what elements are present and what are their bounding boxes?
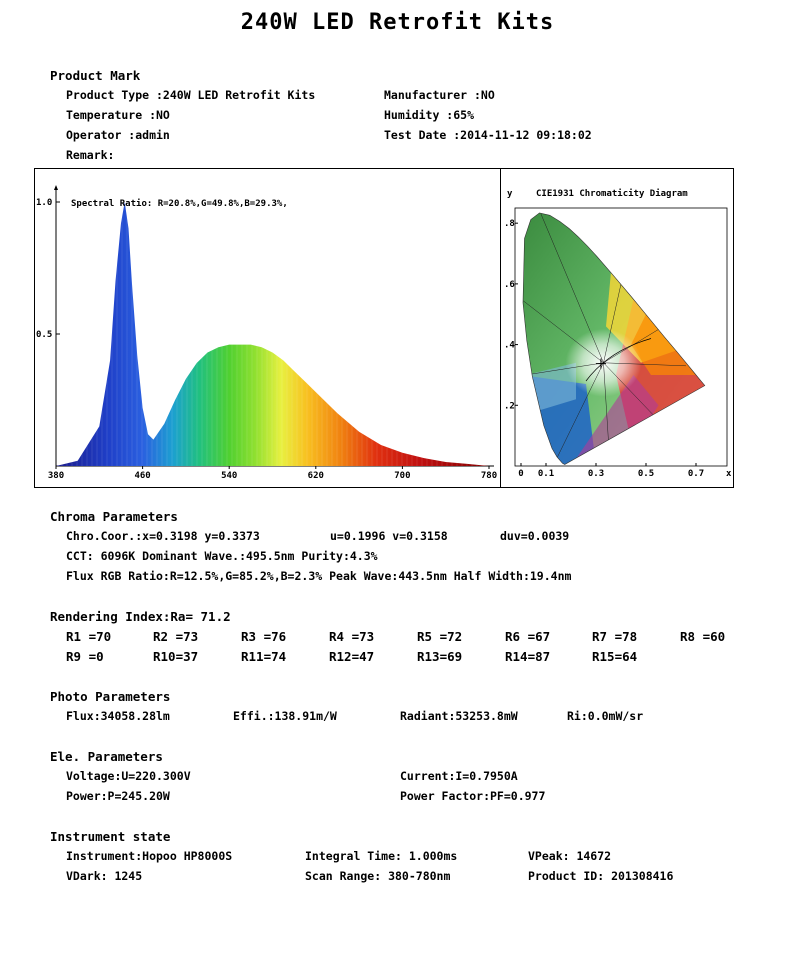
cie-x-tick-label: 0.7 <box>687 469 705 479</box>
manufacturer: Manufacturer :NO <box>384 88 495 102</box>
spectrum-y-tick-label: 1.0 <box>36 198 53 208</box>
power-factor-value: Power Factor:PF=0.977 <box>400 789 546 803</box>
spectrum-area <box>56 202 489 466</box>
cie-fill-group <box>501 168 734 488</box>
cri-value: R4 =73 <box>329 629 375 644</box>
cri-value: R12=47 <box>329 649 375 664</box>
spectrum-x-tick-label: 780 <box>480 471 498 481</box>
photo-heading: Photo Parameters <box>50 689 171 704</box>
vdark-value: VDark: 1245 <box>66 869 143 883</box>
temperature: Temperature :NO <box>66 108 170 122</box>
humidity: Humidity :65% <box>384 108 475 122</box>
cri-value: R13=69 <box>417 649 463 664</box>
efficacy-value: Effi.:138.91m/W <box>233 709 337 723</box>
rendering-heading: Rendering Index:Ra= 71.2 <box>50 609 231 624</box>
test-date: Test Date :2014-11-12 09:18:02 <box>384 128 592 142</box>
spectral-ratio-label: Spectral Ratio: R=20.8%,G=49.8%,B=29.3%, <box>71 199 288 209</box>
cri-value: R7 =78 <box>592 629 638 644</box>
cie-y-label: y <box>507 189 513 199</box>
ele-heading: Ele. Parameters <box>50 749 163 764</box>
current-value: Current:I=0.7950A <box>400 769 518 783</box>
spectrum-x-tick-label: 540 <box>221 471 238 481</box>
cri-value: R2 =73 <box>153 629 199 644</box>
cie-y-tick-label: .4 <box>504 340 515 351</box>
cie-chart <box>501 168 734 488</box>
cri-value: R5 =72 <box>417 629 463 644</box>
spectrum-y-arrow <box>54 185 58 190</box>
chroma-cct-line: CCT: 6096K Dominant Wave.:495.5nm Purity:4.3% <box>66 549 378 563</box>
cri-value: R15=64 <box>592 649 638 664</box>
cie-y-tick-label: .8 <box>504 219 515 230</box>
instrument-name: Instrument:Hopoo HP8000S <box>66 849 233 863</box>
radiant-value: Radiant:53253.8mW <box>400 709 518 723</box>
cie-title: CIE1931 Chromaticity Diagram <box>536 189 688 199</box>
cri-value: R6 =67 <box>505 629 551 644</box>
cie-x-tick-label: 0 <box>518 469 524 479</box>
product-type: Product Type :240W LED Retrofit Kits <box>66 88 316 102</box>
operator: Operator :admin <box>66 128 170 142</box>
remark: Remark: <box>66 148 115 162</box>
page-title: 240W LED Retrofit Kits <box>240 10 555 35</box>
spectrum-x-tick-label: 460 <box>134 471 151 481</box>
cri-value: R8 =60 <box>680 629 726 644</box>
cie-y-tick-label: .6 <box>504 279 515 290</box>
chroma-flux-rgb-line: Flux RGB Ratio:R=12.5%,G=85.2%,B=2.3% Peak Wave:443.5nm Half Width:19.4nm <box>66 569 572 583</box>
scan-range: Scan Range: 380-780nm <box>305 869 451 883</box>
cri-value: R9 =0 <box>66 649 104 664</box>
spectrum-x-tick-label: 700 <box>394 471 411 481</box>
cie-y-tick-label: .2 <box>504 401 515 412</box>
spectrum-x-tick-label: 380 <box>47 471 65 481</box>
product-id: Product ID: 201308416 <box>528 869 674 883</box>
chroma-coordinates: Chro.Coor.:x=0.3198 y=0.3373 <box>66 529 260 543</box>
chroma-duv: duv=0.0039 <box>500 529 570 543</box>
flux-value: Flux:34058.28lm <box>66 709 170 723</box>
cri-value: R3 =76 <box>241 629 287 644</box>
chroma-uv: u=0.1996 v=0.3158 <box>330 529 448 543</box>
cri-value: R11=74 <box>241 649 287 664</box>
cie-x-tick-label: 0.3 <box>587 469 605 479</box>
cie-x-tick-label: 0.1 <box>537 469 555 479</box>
cri-value: R1 =70 <box>66 629 112 644</box>
cie-x-label: x <box>726 469 732 479</box>
vpeak-value: VPeak: 14672 <box>528 849 612 863</box>
cri-value: R10=37 <box>153 649 199 664</box>
chroma-heading: Chroma Parameters <box>50 509 178 524</box>
integral-time: Integral Time: 1.000ms <box>305 849 458 863</box>
ri-value: Ri:0.0mW/sr <box>567 709 644 723</box>
cie-x-tick-label: 0.5 <box>637 469 655 479</box>
spectrum-x-tick-label: 620 <box>307 471 324 481</box>
cri-value: R14=87 <box>505 649 551 664</box>
voltage-value: Voltage:U=220.300V <box>66 769 191 783</box>
instrument-heading: Instrument state <box>50 829 171 844</box>
power-value: Power:P=245.20W <box>66 789 170 803</box>
spectrum-chart <box>34 168 500 488</box>
product-mark-heading: Product Mark <box>50 68 141 83</box>
spectrum-y-tick-label: 0.5 <box>36 330 53 340</box>
